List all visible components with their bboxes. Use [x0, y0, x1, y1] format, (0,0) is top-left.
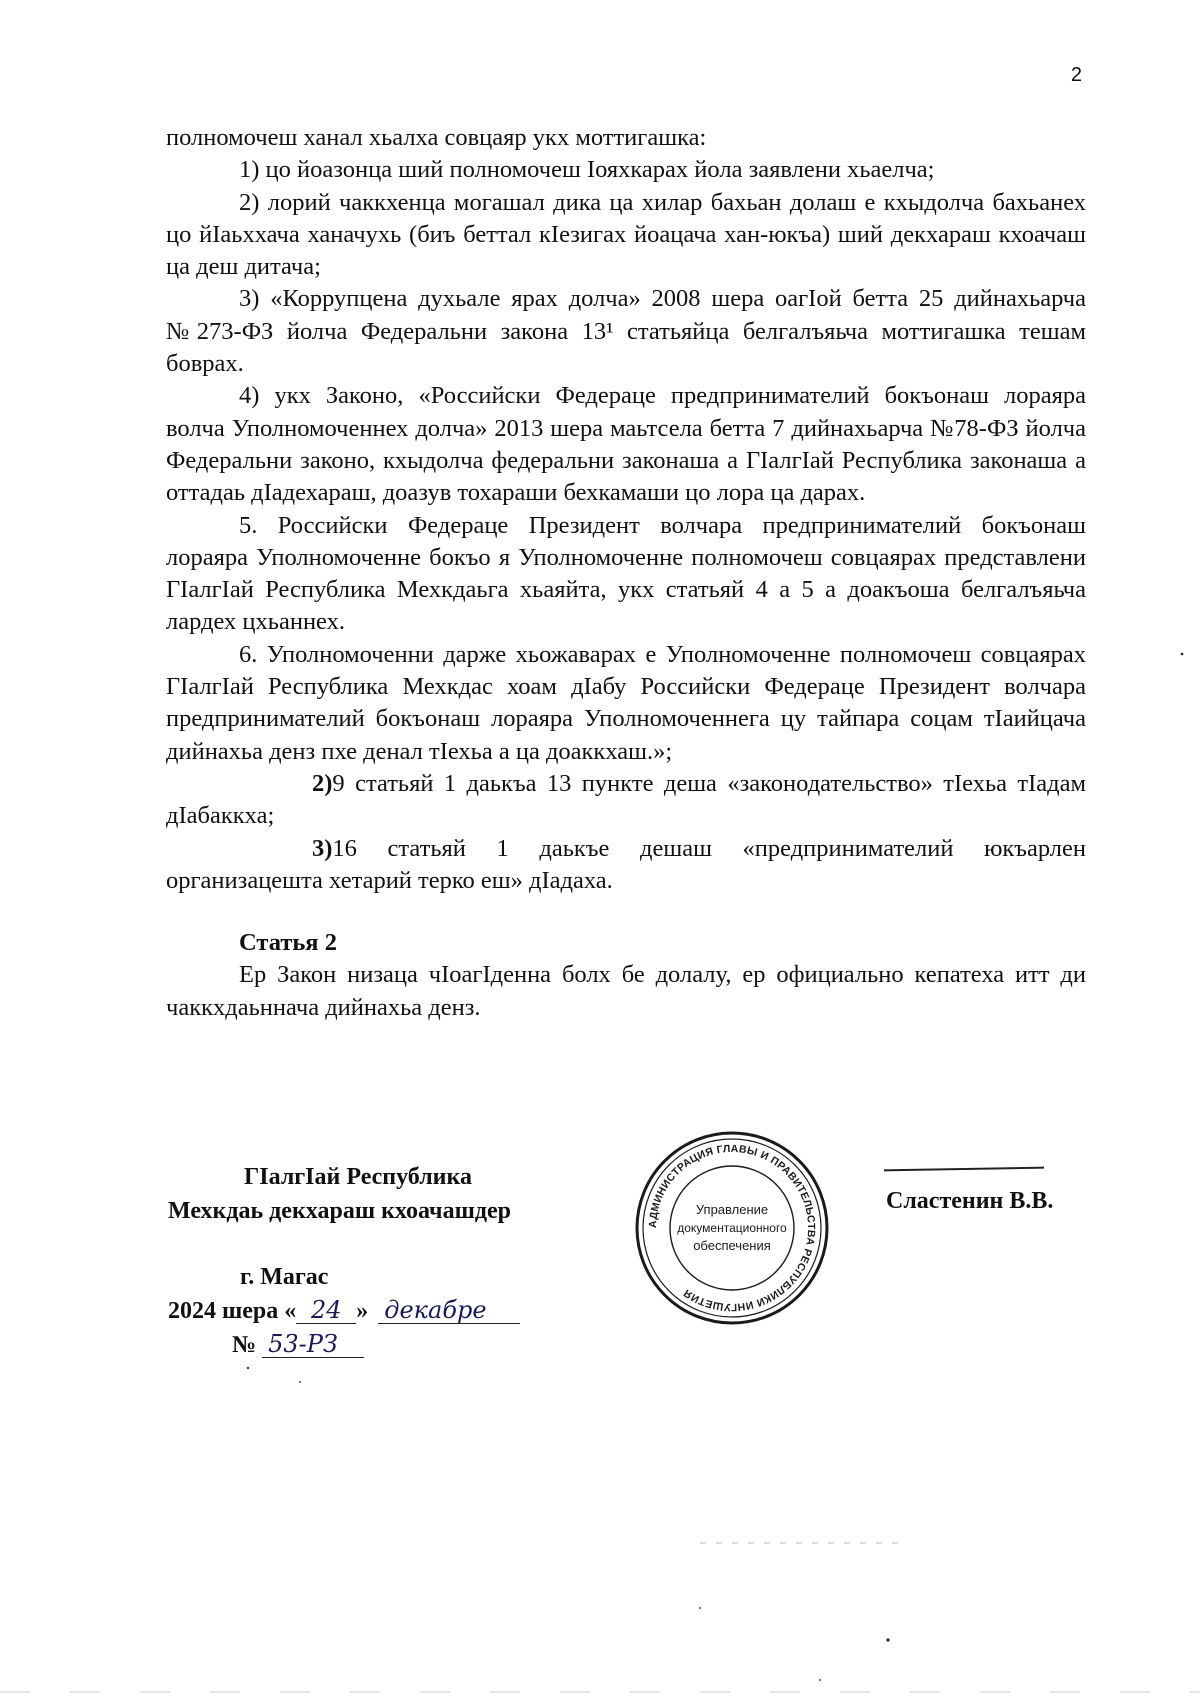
page-number: 2	[1070, 64, 1082, 86]
handwritten-month: декабре	[378, 1297, 520, 1324]
amendment-number: 3)	[312, 834, 333, 862]
amendment-item-2	[166, 768, 1086, 833]
year-prefix: 2024 шера «	[168, 1298, 297, 1324]
paragraph-6: 6. Уполномоченни дарже хьожаварах е Уполномоченне полномочеш совцаярах ГІалгІай Республика Мехкдас хоам дІабу Российски Федераце Президент волчара предпринимателий бокъонаш лораяра Уполномоченнега цу тайпара соцам тІаийцача дийнахьа денз пхе денал тІехьа а ца доаккхаш.»;	[166, 640, 1086, 765]
handwritten-day: 24	[296, 1297, 356, 1324]
list-item-3: 3) «Коррупцена духьале ярах долча» 2008 шера оагІой бетта 25 дийнахьарча №273-ФЗ йолча Федеральни закона 13¹ статьяйца белгалъяьча моттигашка тешам боврах.	[166, 285, 1086, 378]
seal-center-line1: Управление	[695, 1202, 769, 1217]
official-seal	[632, 1128, 832, 1328]
list-item-4: 4) укх Законо, «Российски Федераце предпринимателий бокъонаш лораяра волча Уполномоченнех долча» 2013 шера маьтсела бетта 7 дийнахьарча №78-ФЗ йолча Федеральни законо, кхыдолча федеральни законаша а ГІалгІай Республика законаша а оттадаь дІадехараш, доазув тохараши бехкамаши цо лора ца дарах.	[166, 382, 1086, 507]
seal-center-line2: документационного	[677, 1221, 787, 1235]
amendment-text: 16 статьяй 1 даькъе дешаш «предпринимателий юкъарлен организацешта хетарий терко еш» дІадаха.	[166, 834, 1086, 894]
list-item-2: 2) лорий чаккхенца могашал дика ца хилар бахьан долаш е кхыдолча бахьанех цо йІаьххача ханачухь (биъ беттал кІезигах йоацача хан-юкъа) ший декхараш кхоачаш ца деш дитача;	[166, 188, 1086, 281]
number-label: №	[232, 1332, 257, 1358]
city: г. Магас	[240, 1264, 329, 1290]
signature-title-line1: ГІалгІай Республика	[244, 1164, 472, 1190]
article-text: Ер Закон низаца чІоагІденна болх бе долалу, ер официально кепатеха итт ди чаккхдаьннача дийнахьа денз.	[166, 961, 1086, 1021]
document-body	[166, 122, 1086, 1024]
signature-title	[168, 1160, 511, 1228]
seal-center-line3: обеспечения	[693, 1238, 771, 1253]
signature-line	[884, 1167, 1044, 1172]
handwritten-number: 53-РЗ	[262, 1331, 364, 1358]
paragraph-5: 5. Российски Федераце Президент волчара предпринимателий бокъонаш лораяра Уполномоченне бокъо я Уполномоченне полномочеш совцаярах представлени ГІалгІай Республика Мехкдаьга хьаяйта, укх статьяй 4 а 5 а доакъоша белгалъяьча лардех цхьаннех.	[166, 511, 1086, 636]
paragraph-continuation: полномочеш ханал хьалха совцаяр укх моттигашка:	[166, 124, 707, 151]
seal-ring-text: АДМИНИСТРАЦИЯ ГЛАВЫ И ПРАВИТЕЛЬСТВА РЕСПУБЛИКИ ИНГУШЕТИЯ	[646, 1142, 818, 1314]
amendment-text: 9 статьяй 1 даькъа 13 пункте деша «законодательство» тІехьа тІадам дІабаккха;	[166, 769, 1086, 830]
article-heading: Статья 2	[239, 929, 337, 957]
law-number-line	[168, 1328, 520, 1362]
place-date-block	[168, 1260, 520, 1362]
amendment-number: 2)	[312, 769, 333, 797]
signature-title-line2: Мехкдаь декхараш кхоачашдер	[168, 1198, 511, 1224]
date-line	[168, 1294, 520, 1328]
amendment-item-3	[166, 833, 1086, 898]
signer-name: Сластенин В.В.	[886, 1188, 1054, 1214]
list-item-1: 1) цо йоазонца ший полномочеш Іояхкарах йола заявлени хьаелча;	[239, 156, 935, 184]
year-suffix: »	[356, 1298, 369, 1324]
